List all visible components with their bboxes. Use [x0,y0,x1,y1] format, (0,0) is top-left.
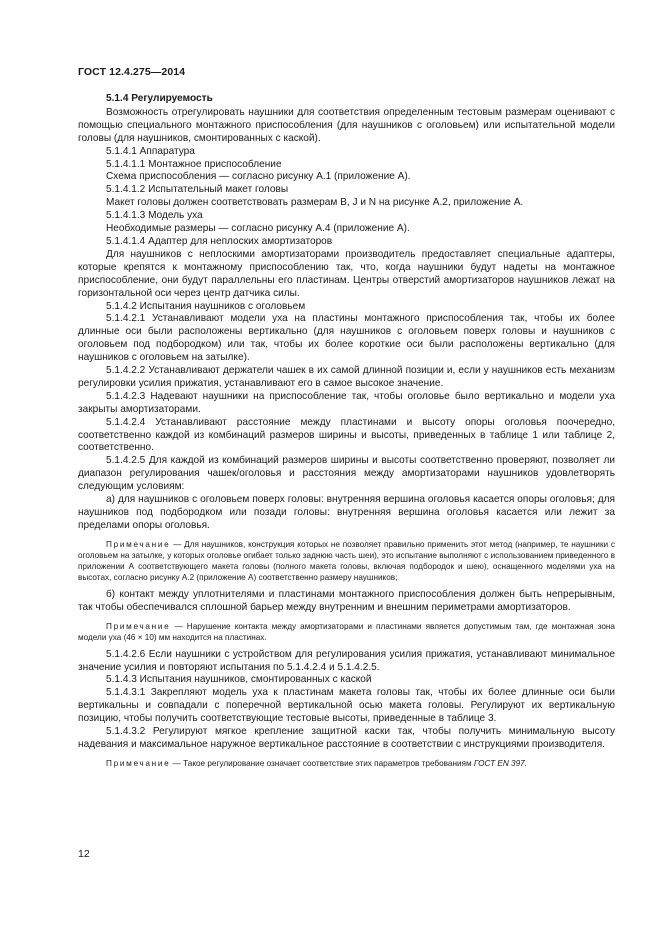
clause-5-1-4-1-3-text: Необходимые размеры — согласно рисунку А.4 (приложение А). [106,223,410,235]
clause-5-1-4-1: 5.1.4.1 Аппаратура [106,145,195,157]
clause-5-1-4-1-4-text: Для наушников с неплоскими амортизаторами производитель предоставляет специальные адаптеры, которые крепятся к монтажному приспособлению так, что, когда наушники будут надеты на монтажное приспособление, они будут параллельны его пластинам. Центры отверстий амортизаторов наушников лежат на горизонтальной оси через центр датчика силы. [78,248,615,299]
section-title: 5.1.4 Регулируемость [106,93,213,104]
clause-5-1-4-1-3: 5.1.4.1.3 Модель уха [106,210,203,222]
clause-5-1-4-2-1: 5.1.4.2.1 Устанавливают модели уха на пластины монтажного приспособления так, чтобы их более длинные оси были расположены вертикально (для наушников с оголовьем поверх головы и наушников с оголовьем под подбородком) или так, чтобы их более короткие оси были расположены вертикально (для наушников с оголовьем на затылке). [78,313,615,364]
document-body [78,93,615,775]
note-label: Примечание [106,621,171,631]
list-item-a: а) для наушников с оголовьем поверх головы: внутренняя вершина оголовья касается опоры оголовья; для наушников под подбородком или позади головы: внутренняя вершина оголовья касается или лежит за пределами опоры оголовья. [78,494,615,531]
clause-5-1-4-1-1: 5.1.4.1.1 Монтажное приспособление [106,158,282,170]
standard-reference: ГОСТ EN 397. [473,758,527,768]
document-header: ГОСТ 12.4.275—2014 [78,66,186,78]
note-1: Примечание — Для наушников, конструкция которых не позволяет правильно применить этот метод (например, те наушники с оголовьем на затылке, у которых оголовье огибает только заднюю часть шеи), это испытание выполняют с использованием приведенного в приложении А соответствующего макета головы (полного макета головы, включая подбородок и шею), оснащенного моделями уха на высотах, согласно рисунку А.2 (приложение А) соответственно размеру наушников; [78,539,615,582]
clause-5-1-4-2-4: 5.1.4.2.4 Устанавливают расстояние между пластинами и высоту опоры оголовья поочередно, соответственно каждой из комбинаций размеров ширины и высоты, приведенных в таблице 1 или таблице 2, соответственно. [78,416,615,454]
clause-5-1-4-2-3: 5.1.4.2.3 Надевают наушники на приспособление так, чтобы оголовье было вертикально и модели уха закрыты амортизаторами. [78,390,615,415]
paragraph-intro: Возможность отрегулировать наушники для соответствия определенным тестовым размерам оценивают с помощью специального монтажного приспособления (для наушников с оголовьем) или испытательной модели головы (для наушников, смонтированных с каской). [78,106,615,144]
clause-5-1-4-2-2: 5.1.4.2.2 Устанавливают держатели чашек в их самой длинной позиции и, если у наушников есть механизм регулировки усилия прижатия, устанавливают его в самое высокое значение. [78,365,615,389]
clause-5-1-4-3-1: 5.1.4.3.1 Закрепляют модель уха к пластинам макета головы так, чтобы их более длинные оси были вертикальны и совпадали с поперечной вертикальной осью макета головы. Регулируют их вертикальную позицию, чтобы получить соответствующие тестовые высоты, приведенные в таблице 3. [78,687,615,725]
note-text: Нарушение контакта между амортизаторами и пластинами является допустимым там, где монтажная зона модели уха (46 × 10) мм находится на пластинах. [78,621,615,642]
clause-5-1-4-2: 5.1.4.2 Испытания наушников с оголовьем [106,300,306,312]
note-text: Для наушников, конструкция которых не позволяет правильно применить этот метод (например, те наушники с оголовьем на затылке, у которых оголовье огибает только заднюю часть шеи), это испытание выполняют с использованием приведенного в приложении А соответствующего макета головы (полного макета головы, включая подбородок и шею), оснащенного моделями уха на высотах, согласно рисунку А.2 (приложение А) соответственно размеру наушников; [78,539,615,582]
note-label: Примечание [106,758,171,768]
clause-5-1-4-1-1-text: Схема приспособления — согласно рисунку А.1 (приложение А). [106,171,411,183]
list-item-b: б) контакт между уплотнителями и пластинами монтажного приспособления должен быть непрерывным, так чтобы обеспечивался сплошной барьер между внутренним и внешним периметрами амортизаторов. [78,588,615,613]
note-2: Примечание — Нарушение контакта между амортизаторами и пластинами является допустимым там, где монтажная зона модели уха (46 × 10) мм находится на пластинах. [78,621,615,642]
clause-5-1-4-3: 5.1.4.3 Испытания наушников, смонтированных с каской [106,674,372,686]
clause-5-1-4-1-2: 5.1.4.1.2 Испытательный макет головы [106,184,289,196]
clause-5-1-4-1-2-text: Макет головы должен соответствовать размерам B, J и N на рисунке А.2, приложение А. [106,197,524,209]
clause-5-1-4-2-6: 5.1.4.2.6 Если наушники с устройством для регулирования усилия прижатия, устанавливают минимальное значение усилия и повторяют испытания по 5.1.4.2.4 и 5.1.4.2.5. [78,648,615,673]
clause-5-1-4-1-4: 5.1.4.1.4 Адаптер для неплоских амортизаторов [106,235,333,247]
note-3: Примечание — Такое регулирование означает соответствие этих параметров требованиям ГОСТ EN 397. [106,758,527,768]
clause-5-1-4-2-5: 5.1.4.2.5 Для каждой из комбинаций размеров ширины и высоты соответственно проверяют, позволяет ли диапазон регулирования чашек/оголовья и расстояния между амортизаторами наушников удовлетворять следующим условиям: [78,455,615,493]
clause-5-1-4-3-2: 5.1.4.3.2 Регулируют мягкое крепление защитной каски так, чтобы получить минимальную высоту надевания и максимальное наружное вертикальное расстояние в соответствии с инструкциями производителя. [78,726,615,750]
page-number: 12 [78,848,90,860]
note-text: Такое регулирование означает соответствие этих параметров требованиям [183,758,472,768]
note-label: Примечание [106,539,171,549]
